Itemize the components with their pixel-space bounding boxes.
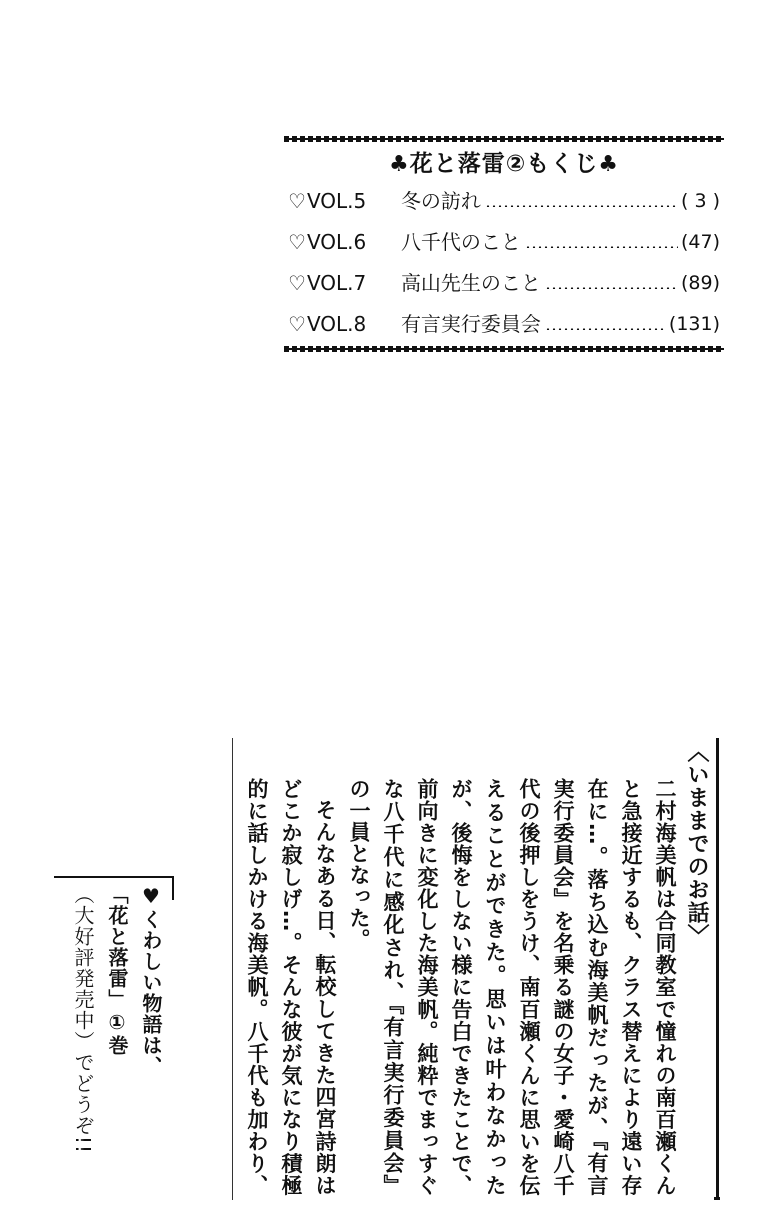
toc-entry-volume: VOL.6 [306,230,367,254]
toc-entry-vol6 [288,227,720,257]
note-text [60,884,168,1202]
club-icon: ♣ [389,152,410,177]
dot-leader [545,287,678,289]
club-icon: ♣ [598,152,619,177]
synopsis-heading: 〈いままでのお話〉 [684,740,709,947]
toc-entry-volume: VOL.5 [306,189,367,213]
note-line: ♥くわしい物語は、 [139,884,163,1077]
heart-outline-icon: ♡ [288,271,306,295]
note-line: 「花と落雷」①巻 [105,884,129,1056]
synopsis-bottom-corner [714,1197,720,1200]
toc-entry-volume: VOL.7 [306,271,367,295]
toc-bottom-rule [284,346,724,352]
toc-entry-vol7 [288,268,720,298]
toc-entry-page: (89) [680,272,720,294]
toc-entry-vol5 [288,186,720,216]
heart-outline-icon: ♡ [288,230,306,254]
synopsis-right-border [716,738,719,1200]
dot-leader [545,328,666,330]
heart-outline-icon: ♡ [288,189,306,213]
toc-top-rule [284,136,724,142]
note-top-border [54,876,174,878]
toc-entry-chapter: 高山先生のこと [400,271,541,295]
toc-entry-chapter: 八千代のこと [400,230,521,254]
toc-entry-page: ( 3 ) [681,190,720,212]
toc-title-text: 花と落雷②もくじ [409,151,599,177]
synopsis-paragraph: そんなある日、転校してきた四宮詩朗はどこか寂しげ…。そんな彼が気になり積極的に話しかける海美帆。八千代も加わり、 [245,778,337,1196]
note-corner [172,876,174,900]
heart-outline-icon: ♡ [288,312,306,336]
volume-one-note [54,876,174,1206]
synopsis-left-border [232,738,233,1200]
synopsis-body [238,778,682,1196]
toc-entry-vol8 [288,309,720,339]
toc-title [284,150,724,179]
synopsis-box [232,738,724,1204]
toc-entry-page: (47) [680,231,720,253]
table-of-contents [284,136,724,356]
synopsis-paragraph: 二村海美帆は合同教室で憧れの南百瀬くんと急接近するも、クラス替えにより遠い存在に…。落ち込む海美帆だったが、『有言実行委員会』を名乗る謎の女子・愛崎八千代の後押しをうけ、南百瀬くんに思いを伝えることができた。思いは叶わなかったが、後悔をしない様に告白できたことで、前向きに変化した海美帆。純粋でまっすぐな八千代に感化され、『有言実行委員会』の一員となった。 [347,778,677,1196]
toc-entry-page: (131) [668,313,720,335]
toc-entry-chapter: 冬の訪れ [400,189,481,213]
toc-entry-volume: VOL.8 [306,312,367,336]
note-line: （大好評発売中）でどうぞ!! [71,884,95,1155]
dot-leader [525,246,678,248]
dot-leader [485,205,678,207]
toc-entry-chapter: 有言実行委員会 [400,312,541,336]
